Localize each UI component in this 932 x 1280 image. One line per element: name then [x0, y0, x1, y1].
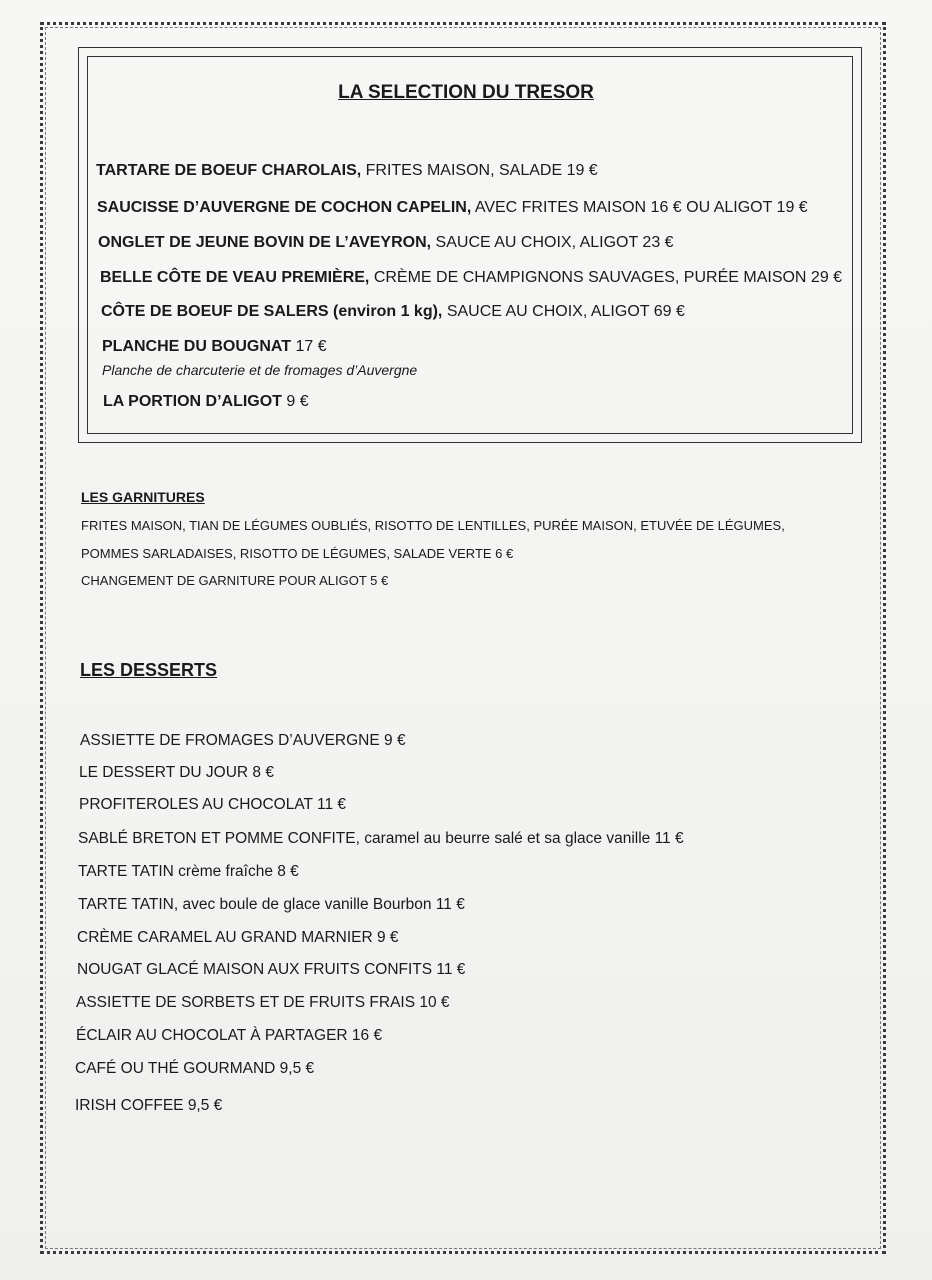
item-details: CRÈME DE CHAMPIGNONS SAUVAGES, PURÉE MAISON 29 €: [369, 269, 843, 286]
garnitures-title: LES GARNITURES: [81, 489, 205, 505]
item-details: 17 €: [291, 338, 327, 355]
selection-title: LA SELECTION DU TRESOR: [338, 82, 594, 103]
dessert-item: TARTE TATIN, avec boule de glace vanille Bourbon 11 €: [78, 896, 465, 913]
item-name: TARTARE DE BOEUF CHAROLAIS,: [96, 162, 362, 179]
selection-item: [98, 234, 674, 252]
garniture-line: POMMES SARLADAISES, RISOTTO DE LÉGUMES, SALADE VERTE 6 €: [81, 546, 514, 561]
selection-item: [102, 338, 327, 356]
dessert-item: ASSIETTE DE FROMAGES D’AUVERGNE 9 €: [80, 732, 406, 749]
item-name: LA PORTION D’ALIGOT: [103, 393, 282, 410]
dessert-item: IRISH COFFEE 9,5 €: [75, 1097, 223, 1114]
dessert-item: ÉCLAIR AU CHOCOLAT À PARTAGER 16 €: [76, 1027, 383, 1044]
item-name: SAUCISSE D’AUVERGNE DE COCHON CAPELIN,: [97, 199, 472, 216]
desserts-title: LES DESSERTS: [80, 660, 218, 680]
selection-item: [101, 303, 685, 321]
item-details: SAUCE AU CHOIX, ALIGOT 23 €: [431, 234, 674, 251]
dessert-item: NOUGAT GLACÉ MAISON AUX FRUITS CONFITS 11 €: [77, 961, 466, 978]
selection-item: [96, 162, 598, 180]
item-details: SAUCE AU CHOIX, ALIGOT 69 €: [442, 303, 685, 320]
item-name: CÔTE DE BOEUF DE SALERS (environ 1 kg),: [101, 303, 443, 320]
dessert-item: LE DESSERT DU JOUR 8 €: [79, 764, 274, 781]
item-details: FRITES MAISON, SALADE 19 €: [361, 162, 598, 179]
dessert-item: TARTE TATIN crème fraîche 8 €: [78, 863, 299, 880]
selection-item: [100, 269, 842, 287]
dessert-item: CRÈME CARAMEL AU GRAND MARNIER 9 €: [77, 929, 399, 946]
item-name: ONGLET DE JEUNE BOVIN DE L’AVEYRON,: [98, 234, 432, 251]
planche-description: Planche de charcuterie et de fromages d’Auvergne: [102, 362, 418, 378]
dessert-item: SABLÉ BRETON ET POMME CONFITE, caramel au beurre salé et sa glace vanille 11 €: [78, 830, 684, 847]
selection-item: [103, 393, 309, 411]
item-details: AVEC FRITES MAISON 16 € OU ALIGOT 19 €: [471, 199, 808, 216]
item-name: PLANCHE DU BOUGNAT: [102, 338, 292, 355]
item-details: 9 €: [281, 393, 309, 410]
selection-item: [97, 199, 808, 217]
garniture-line: CHANGEMENT DE GARNITURE POUR ALIGOT 5 €: [81, 573, 389, 588]
item-name: BELLE CÔTE DE VEAU PREMIÈRE,: [100, 269, 370, 286]
dessert-item: ASSIETTE DE SORBETS ET DE FRUITS FRAIS 10 €: [76, 994, 450, 1011]
dessert-item: PROFITEROLES AU CHOCOLAT 11 €: [79, 796, 347, 813]
dessert-item: CAFÉ OU THÉ GOURMAND 9,5 €: [75, 1060, 315, 1077]
garniture-line: FRITES MAISON, TIAN DE LÉGUMES OUBLIÉS, RISOTTO DE LENTILLES, PURÉE MAISON, ETUVÉE DE LÉGUMES,: [81, 518, 785, 533]
